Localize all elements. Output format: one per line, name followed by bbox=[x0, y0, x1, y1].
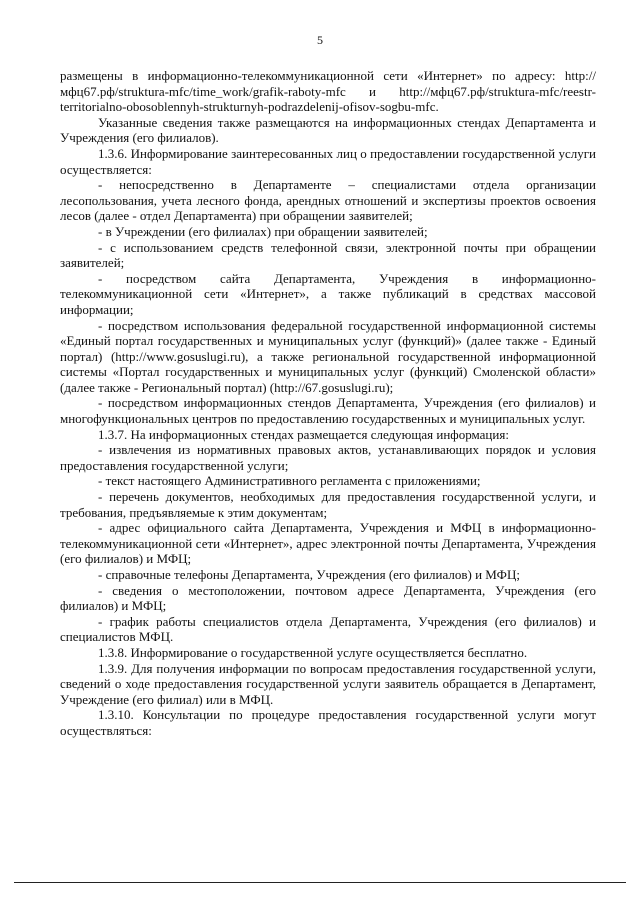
paragraph-1-3-6: 1.3.6. Информирование заинтересованных лиц о предоставлении государственной услуги осуществляется: bbox=[60, 145, 596, 177]
list-item-site-address: - адрес официального сайта Департамента, Учреждения и МФЦ в информационно-телекоммуникационной сети «Интернет», адрес электронной почты Департамента, Учреждения (его филиалов) и МФЦ; bbox=[60, 520, 596, 567]
paragraph-url-continuation: размещены в информационно-телекоммуникационной сети «Интернет» по адресу: http://мфц67.рф/struktura-mfc/time_work/grafik-raboty-mfc и http://мфц67.рф/struktura-mfc/reestr-territorialno-obosoblennyh-strukturnyh-podrazdelenij-ofisov-sogbu-mfc. bbox=[60, 68, 596, 115]
list-item-portal: - посредством использования федеральной государственной информационной системы «Единый портал государственных и муниципальных услуг (функций)» (далее также - Единый портал) (http://www.gosuslugi.ru), а также региональной государственной информационной системы «Портал государственных и муниципальных услуг (функций) Смоленской области» (далее также - Региональный портал) (http://67.gosuslugi.ru); bbox=[60, 317, 596, 395]
list-item-department: - непосредственно в Департаменте – специалистами отдела организации лесопользования, учета лесного фонда, арендных отношений и экспертизы проектов освоения лесов (далее - отдел Департамента) при обращении заявителей; bbox=[60, 177, 596, 224]
paragraph-1-3-10: 1.3.10. Консультации по процедуре предоставления государственной услуги могут осуществляться: bbox=[60, 707, 596, 738]
paragraph-1-3-9: 1.3.9. Для получения информации по вопросам предоставления государственной услуги, сведений о ходе предоставления государственной услуги заявитель обращается в Департамент, Учреждение (его филиал) или в МФЦ. bbox=[60, 660, 596, 707]
list-item-stands: - посредством информационных стендов Департамента, Учреждения (его филиалов) и многофункциональных центров по предоставлению государственных и муниципальных услуг. bbox=[60, 395, 596, 427]
list-item-schedule: - график работы специалистов отдела Департамента, Учреждения (его филиалов) и специалистов МФЦ. bbox=[60, 613, 596, 645]
document-body bbox=[60, 68, 596, 739]
list-item-documents: - перечень документов, необходимых для предоставления государственной услуги, и требования, предъявляемые к этим документам; bbox=[60, 489, 596, 520]
paragraph-stands-info: Указанные сведения также размещаются на информационных стендах Департамента и Учреждения (его филиалов). bbox=[60, 114, 596, 146]
list-item-regulation-text: - текст настоящего Административного регламента с приложениями; bbox=[98, 473, 481, 489]
list-item-location: - сведения о местоположении, почтовом адресе Департамента, Учреждения (его филиалов) и МФЦ; bbox=[60, 582, 596, 614]
page-number: 5 bbox=[317, 33, 323, 47]
paragraph-1-3-8: 1.3.8. Информирование о государственной услуге осуществляется бесплатно. bbox=[98, 644, 528, 660]
list-item-website: - посредством сайта Департамента, Учреждения в информационно-телекоммуникационной сети «Интернет», а также публикаций в средствах массовой информации; bbox=[60, 270, 596, 317]
list-item-phones: - справочные телефоны Департамента, Учреждения (его филиалов) и МФЦ; bbox=[98, 567, 520, 582]
list-item-phone-email: - с использованием средств телефонной связи, электронной почты при обращении заявителей; bbox=[60, 239, 596, 271]
list-item-extracts: - извлечения из нормативных правовых актов, устанавливающих порядок и условия предоставления государственной услуги; bbox=[60, 442, 596, 473]
paragraph-1-3-7: 1.3.7. На информационных стендах размещается следующая информация: bbox=[98, 426, 509, 442]
list-item-institution: - в Учреждении (его филиалах) при обращении заявителей; bbox=[98, 223, 428, 239]
footer-divider bbox=[14, 882, 626, 883]
